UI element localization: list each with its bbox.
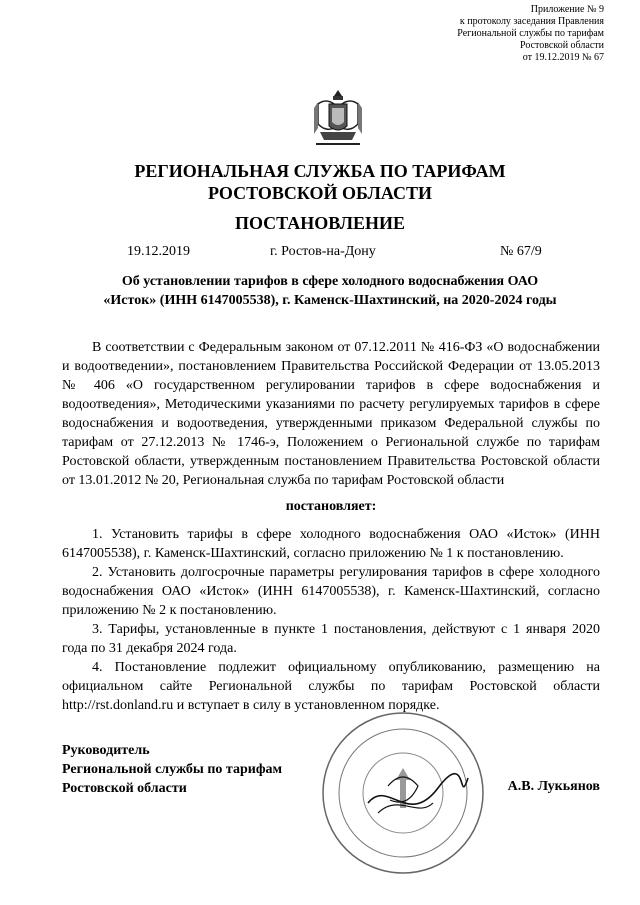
item-paragraph: 3. Тарифы, установленные в пункте 1 постановления, действуют с 1 января 2020 года по 31 декабря 2024 года. — [62, 622, 600, 656]
org-line: РОСТОВСКОЙ ОБЛАСТИ — [208, 183, 432, 203]
annex-line: Ростовской области — [520, 40, 604, 51]
signatory-title-line: Руководитель — [62, 743, 150, 758]
signatory-title — [62, 741, 282, 798]
annex-line: Приложение № 9 — [530, 4, 604, 15]
document-body — [62, 338, 600, 715]
preamble-paragraph: В соответствии с Федеральным законом от 07.12.2011 № 416-ФЗ «О водоснабжении и водоотведении», постановлением Правительства Российской Федерации от 13.05.2013 № 406 «О государственном регулировании тарифов в сфере водоснабжения и водоотведения», Методическими указаниями по расчету регулируемых тарифов в сфере водоснабжения и водоотведения, утвержденными приказом Федеральной службы по тарифам от 27.12.2013 № 1746-э, Положением о Региональной службе по тарифам Ростовской области, утвержденным постановлением Правительства Ростовской области от 13.01.2012 № 20, Региональная служба по тарифам Ростовской области — [62, 340, 600, 488]
document-subject — [60, 272, 600, 310]
organization-name — [0, 160, 640, 204]
org-line: РЕГИОНАЛЬНАЯ СЛУЖБА ПО ТАРИФАМ — [134, 161, 506, 181]
signatory-name: А.В. Лукьянов — [507, 779, 600, 794]
item-paragraph: 2. Установить долгосрочные параметры регулирования тарифов в сфере холодного водоснабжения ОАО «Исток» (ИНН 6147005538), г. Каменск-Шахтинский, согласно приложению № 2 к постановлению. — [62, 565, 600, 618]
document-type: ПОСТАНОВЛЕНИЕ — [234, 213, 406, 233]
annex-line: Региональной службы по тарифам — [457, 28, 604, 39]
annex-note — [457, 4, 604, 64]
subject-line: Об установлении тарифов в сфере холодного водоснабжения ОАО — [121, 274, 539, 289]
signatory-title-line: Региональной службы по тарифам — [62, 762, 283, 777]
document-city: г. Ростов-на-Дону — [270, 244, 376, 259]
subject-line: «Исток» (ИНН 6147005538), г. Каменск-Шахтинский, на 2020-2024 годы — [103, 293, 557, 308]
coat-of-arms-icon — [312, 88, 364, 148]
item-paragraph: 4. Постановление подлежит официальному опубликованию, размещению на официальном сайте Региональной службы по тарифам Ростовской области http://rst.donland.ru и вступает в силу в установленном порядке. — [62, 660, 600, 713]
document-number: № 67/9 — [500, 244, 542, 259]
signatory-title-line: Ростовской области — [62, 781, 187, 796]
annex-line: к протоколу заседания Правления — [459, 16, 604, 27]
decree-word: постановляет: — [285, 499, 377, 514]
official-seal-icon — [318, 708, 488, 878]
annex-line: от 19.12.2019 № 67 — [522, 52, 604, 63]
item-paragraph: 1. Установить тарифы в сфере холодного водоснабжения ОАО «Исток» (ИНН 6147005538), г. Каменск-Шахтинский, согласно приложению № 1 к постановлению. — [62, 527, 600, 561]
document-date: 19.12.2019 — [127, 244, 190, 259]
